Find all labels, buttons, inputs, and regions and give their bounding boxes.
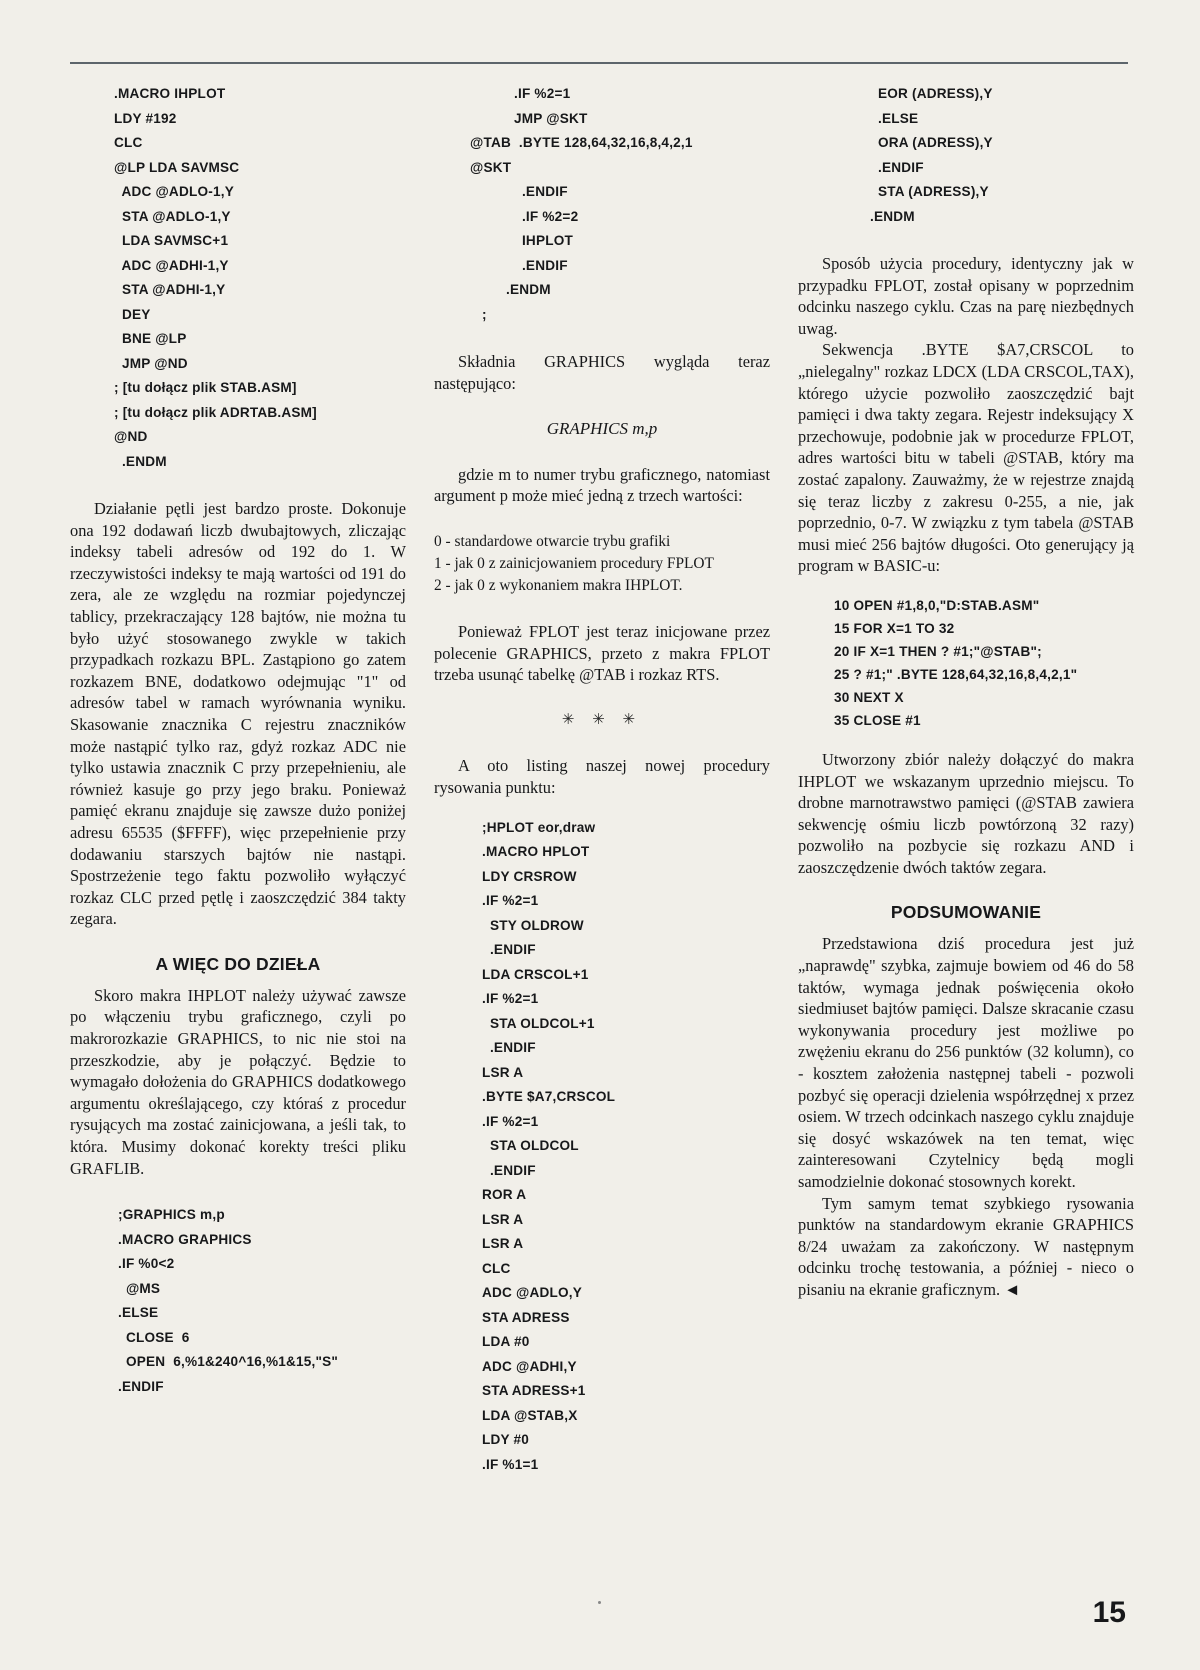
page-number: 15	[1092, 1596, 1126, 1629]
code-line: .ENDIF	[118, 1378, 164, 1394]
code-block-right-1	[870, 82, 1134, 229]
syntax-line: GRAPHICS m,p	[546, 419, 658, 439]
code-line: STA ADRESS+1	[482, 1383, 586, 1399]
code-line: .BYTE $A7,CRSCOL	[482, 1089, 616, 1105]
section-separator: ✳ ✳ ✳	[561, 711, 643, 728]
code-line: ;	[482, 306, 487, 322]
list-item: 2 - jak 0 z wykonaniem makra IHPLOT.	[434, 576, 683, 594]
code-line: ADC @ADHI-1,Y	[114, 257, 229, 273]
code-line: STA OLDCOL	[482, 1138, 579, 1154]
paragraph: Skoro makra IHPLOT należy używać zawsze po włączeniu trybu graficznego, czyli po makrorozkazie GRAPHICS, to nic nie stoi na przeszkodzie, aby je połączyć. Będzie to wymagało dołożenia do GRAPHICS dodatkowego argumentu określającego, czy któraś z procedur rysujących ma zostać zainicjowana, a jeśli tak, to która. Musimy dokonać korekty treści pliku GRAFLIB.	[70, 985, 406, 1178]
code-line: LDY #192	[114, 110, 177, 126]
code-line: CLC	[482, 1260, 511, 1276]
code-line: .IF %2=1	[514, 86, 571, 101]
code-line: .ELSE	[878, 110, 919, 126]
code-line: ; [tu dołącz plik STAB.ASM]	[114, 380, 297, 395]
code-block-left-1	[114, 82, 406, 474]
code-line: CLC	[114, 135, 143, 150]
code-line: LSR A	[482, 1211, 524, 1227]
paragraph: Sposób użycia procedury, identyczny jak w przypadku FPLOT, został opisany w poprzednim odcinku naszego cyklu. Czas na parę niezbędnych uwag.	[798, 254, 1134, 338]
paragraph: Przedstawiona dziś procedura jest już „naprawdę" szybka, zajmuje bowiem od 46 do 58 taktów, wymaga jednak poświęcenia około siedmiuset bajtów pamięci. Dalsze skracanie czasu wykonywania procedury jest możliwe po zwężeniu ekranu do 256 punktów (32 kolumn), co - kosztem założenia następnej tabeli - pozwoli pozbyć się operacji dzielenia współrzędnej x przez osiem. W trzech odcinkach naszego cyklu znajduje się dosyć wskazówek na ten temat, więc zainteresowani Czytelnicy będą mogli samodzielnie dokonać stosownych korekt.	[798, 934, 1134, 1191]
code-line: 30 NEXT X	[834, 689, 904, 705]
paragraph: A oto listing naszej nowej procedury rysowania punktu:	[434, 756, 770, 797]
code-line: .ENDIF	[514, 257, 568, 273]
code-line: @LP LDA SAVMSC	[114, 159, 240, 175]
code-line: IHPLOT	[514, 233, 573, 248]
code-line: LSR A	[482, 1064, 524, 1080]
section-heading-podsumowanie: PODSUMOWANIE	[890, 902, 1042, 923]
code-line: LDA SAVMSC+1	[114, 233, 229, 248]
code-line: CLOSE 6	[118, 1329, 190, 1345]
code-line: LDY #0	[482, 1432, 530, 1448]
code-line: BNE @LP	[114, 331, 187, 346]
list-item: 0 - standardowe otwarcie trybu grafiki	[434, 532, 671, 550]
code-line: .ENDIF	[482, 1162, 536, 1178]
paragraph: gdzie m to numer trybu graficznego, natomiast argument p może mieć jedną z trzech wartości:	[434, 464, 770, 506]
code-line: @MS	[118, 1280, 161, 1296]
code-line: ADC @ADLO,Y	[482, 1285, 583, 1301]
code-line: .IF %2=1	[482, 1113, 539, 1129]
code-line: @ND	[114, 429, 148, 444]
three-column-layout	[70, 82, 1134, 1477]
code-line: 20 IF X=1 THEN ? #1;"@STAB";	[834, 643, 1042, 659]
right-column	[798, 82, 1134, 1477]
code-line: .ENDIF	[878, 159, 924, 175]
code-line: LDA #0	[482, 1334, 530, 1350]
code-line: EOR (ADRESS),Y	[878, 86, 993, 101]
paragraph: Składnia GRAPHICS wygląda teraz następująco:	[434, 352, 770, 393]
code-line: .ENDM	[114, 453, 167, 469]
code-line: 35 CLOSE #1	[834, 712, 921, 728]
code-line: STA (ADRESS),Y	[878, 184, 989, 199]
code-line: LDA CRSCOL+1	[482, 966, 589, 982]
paragraph: Tym samym temat szybkiego rysowania punktów na standardowym ekranie GRAPHICS 8/24 uważam za zakończony. W następnym odcinku trochę testowania, a później - nieco o pisaniu na ekranie graficznym. ◄	[798, 1193, 1134, 1299]
code-line: .ENDIF	[482, 1040, 536, 1056]
code-line: .MACRO GRAPHICS	[118, 1231, 252, 1247]
code-line: ; [tu dołącz plik ADRTAB.ASM]	[114, 404, 317, 420]
left-column	[70, 82, 406, 1477]
code-line: .ENDM	[870, 208, 915, 224]
code-line: STA OLDCOL+1	[482, 1015, 595, 1031]
code-line: ;GRAPHICS m,p	[118, 1207, 225, 1223]
code-line: .ELSE	[118, 1305, 159, 1321]
list-item: 1 - jak 0 z zainicjowaniem procedury FPLOT	[434, 554, 714, 572]
paragraph: Sekwencja .BYTE $A7,CRSCOL to „nielegalny" rozkaz LDCX (LDA CRSCOL,TAX), którego użycie pozwoliło zaoszczędzić bajt pamięci i dwa takty zegara. Rejestr indeksujący X przechowuje, podobnie jak w procedurze FPLOT, adres wartości bitu w tabeli @STAB, który ma zostać zapalony. Zauważmy, że w rejestrze znajdą się teraz liczby z zakresu 0-255, a nie, jak poprzednio, 0-7. W związku z tym tabela @STAB musi mieć 256 bajtów długości. Oto generujący ją program w BASIC-u:	[798, 340, 1134, 576]
code-line: .IF %1=1	[482, 1456, 539, 1472]
print-artifact-dot	[598, 1601, 601, 1604]
code-block-mid-1	[470, 82, 770, 327]
code-line: LSR A	[482, 1236, 524, 1252]
code-line: JMP @ND	[114, 355, 188, 371]
code-line: @TAB .BYTE 128,64,32,16,8,4,2,1	[470, 135, 693, 150]
code-block-left-2	[118, 1203, 406, 1399]
code-block-hplot-listing	[482, 816, 770, 1478]
code-line: .IF %0<2	[118, 1256, 175, 1272]
code-line: .ENDIF	[482, 942, 536, 958]
code-line: LDA @STAB,X	[482, 1407, 578, 1423]
paragraph: Ponieważ FPLOT jest teraz inicjowane przez polecenie GRAPHICS, przeto z makra FPLOT trzeba usunąć tabelkę @TAB i rozkaz RTS.	[434, 621, 770, 685]
code-line: ;HPLOT eor,draw	[482, 819, 596, 835]
code-block-basic-listing	[834, 594, 1134, 732]
code-line: ADC @ADLO-1,Y	[114, 184, 234, 199]
code-line: .IF %2=2	[514, 208, 579, 224]
code-line: @SKT	[470, 159, 512, 175]
code-line: .IF %2=1	[482, 991, 539, 1007]
code-line: 15 FOR X=1 TO 32	[834, 620, 955, 636]
code-line: .ENDM	[506, 282, 551, 297]
code-line: ORA (ADRESS),Y	[878, 135, 993, 150]
code-line: LDY CRSROW	[482, 868, 577, 884]
code-line: STA @ADHI-1,Y	[114, 282, 226, 297]
code-line: .IF %2=1	[482, 893, 539, 909]
paragraph: Działanie pętli jest bardzo proste. Dokonuje ona 192 dodawań liczb dwubajtowych, zliczając indeksy tabeli adresów od 192 do 1. W rzeczywistości indeksy te mają wartości od 191 do zera, ale ze względu na rozmiar pojedynczej tablicy, przekraczający 128 bajtów, nie można tu było użyć stosowanego zwykle w takich przypadkach rozkazu BPL. Zastąpiono go zatem rozkazem BNE, dodatkowo odejmując "1" od adresów tabel w ramach wyrównania wyniku. Skasowanie znacznika C rejestru znaczników może nastąpić tylko raz, gdyż rozkaz ADC nie tylko ustawia znacznik C przy przepełnieniu, ale również kasuje go przy jego braku. Ponieważ pamięć ekranu znajduje się zawsze dużo poniżej adresu 65535 ($FFFF), więc przepełnienie przy dodawaniu starszych bajtów nie nastąpi. Spostrzeżenie tego faktu pozwoliło wyłączyć rozkaz CLC przed pętlę i zaoszczędzić 384 takty zegara.	[70, 499, 406, 929]
code-line: .MACRO HPLOT	[482, 844, 590, 860]
code-line: ADC @ADHI,Y	[482, 1358, 577, 1374]
code-line: 10 OPEN #1,8,0,"D:STAB.ASM"	[834, 597, 1040, 613]
paragraph: Utworzony zbiór należy dołączyć do makra IHPLOT we wskazanym uprzednio miejscu. To drobne marnotrawstwo pamięci (@STAB zawiera sekwencję ośmiu liczb powtórzoną 32 razy) pozwoliło na pozbycie się rozkazu AND i zaoszczędzenie dwóch taktów zegara.	[798, 749, 1134, 877]
top-rule	[70, 62, 1128, 64]
code-line: .ENDIF	[514, 184, 568, 199]
code-line: .MACRO IHPLOT	[114, 86, 226, 101]
code-line: STY OLDROW	[482, 917, 584, 933]
section-heading-a-wiec-do-dziela: A WIĘC DO DZIEŁA	[155, 953, 321, 974]
middle-column	[434, 82, 770, 1477]
code-line: JMP @SKT	[514, 110, 588, 126]
code-line: STA @ADLO-1,Y	[114, 208, 231, 224]
code-line: 25 ? #1;" .BYTE 128,64,32,16,8,4,2,1"	[834, 666, 1078, 682]
code-line: OPEN 6,%1&240^16,%1&15,"S"	[118, 1354, 339, 1370]
code-line: STA ADRESS	[482, 1309, 570, 1325]
code-line: DEY	[114, 306, 151, 322]
code-line: ROR A	[482, 1187, 527, 1203]
